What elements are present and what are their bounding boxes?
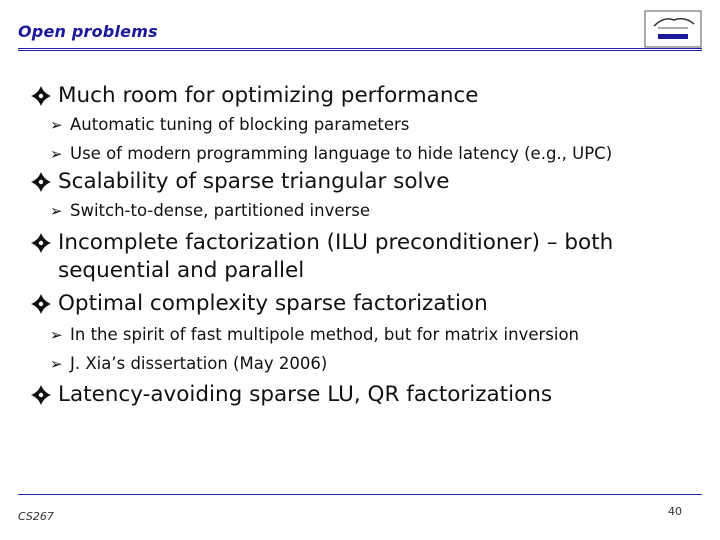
bullet-item	[30, 290, 710, 318]
berkeley-logo-icon	[644, 10, 702, 48]
sub-bullet-text: Use of modern programming language to hide latency (e.g., UPC)	[70, 144, 613, 163]
slide-title: Open problems	[18, 22, 158, 41]
footer-course-label: CS267	[18, 510, 54, 523]
bullet-text: Scalability of sparse triangular solve	[58, 169, 450, 194]
footer-rule	[18, 494, 702, 495]
arrow-bullet-icon: ➢	[50, 355, 63, 373]
arrow-bullet-icon: ➢	[50, 326, 63, 344]
sub-bullet-text: In the spirit of fast multipole method, but for matrix inversion	[70, 325, 580, 344]
arrow-bullet-icon: ➢	[50, 116, 63, 134]
bullet-text-line-1: Incomplete factorization (ILU preconditioner) – both	[58, 230, 614, 255]
sub-bullet-item	[30, 320, 710, 349]
bullet-item	[30, 82, 710, 110]
sub-bullet-item	[30, 196, 710, 225]
arrow-bullet-icon: ➢	[50, 145, 63, 163]
bullet-item	[30, 229, 710, 285]
sub-bullet-item	[30, 110, 710, 139]
page-number: 40	[668, 505, 682, 518]
sub-bullet-text: J. Xia’s dissertation (May 2006)	[70, 354, 328, 373]
bullet-text-line-2: sequential and parallel	[58, 258, 305, 283]
diamond-bullet-icon	[30, 384, 52, 406]
sub-bullet-item	[30, 139, 710, 168]
slide-body	[30, 82, 710, 409]
diamond-bullet-icon	[30, 85, 52, 107]
bullet-text: Optimal complexity sparse factorization	[58, 291, 488, 316]
sub-bullet-text: Switch-to-dense, partitioned inverse	[70, 201, 371, 220]
diamond-bullet-icon	[30, 171, 52, 193]
sub-bullet-text: Automatic tuning of blocking parameters	[70, 115, 410, 134]
bullet-item	[30, 381, 710, 409]
sub-bullet-item	[30, 349, 710, 378]
arrow-bullet-icon: ➢	[50, 202, 63, 220]
header-rule	[18, 48, 702, 51]
bullet-text: Latency-avoiding sparse LU, QR factorizations	[58, 382, 553, 407]
bullet-text: Much room for optimizing performance	[58, 83, 479, 108]
bullet-item	[30, 168, 710, 196]
diamond-bullet-icon	[30, 232, 52, 254]
diamond-bullet-icon	[30, 293, 52, 315]
